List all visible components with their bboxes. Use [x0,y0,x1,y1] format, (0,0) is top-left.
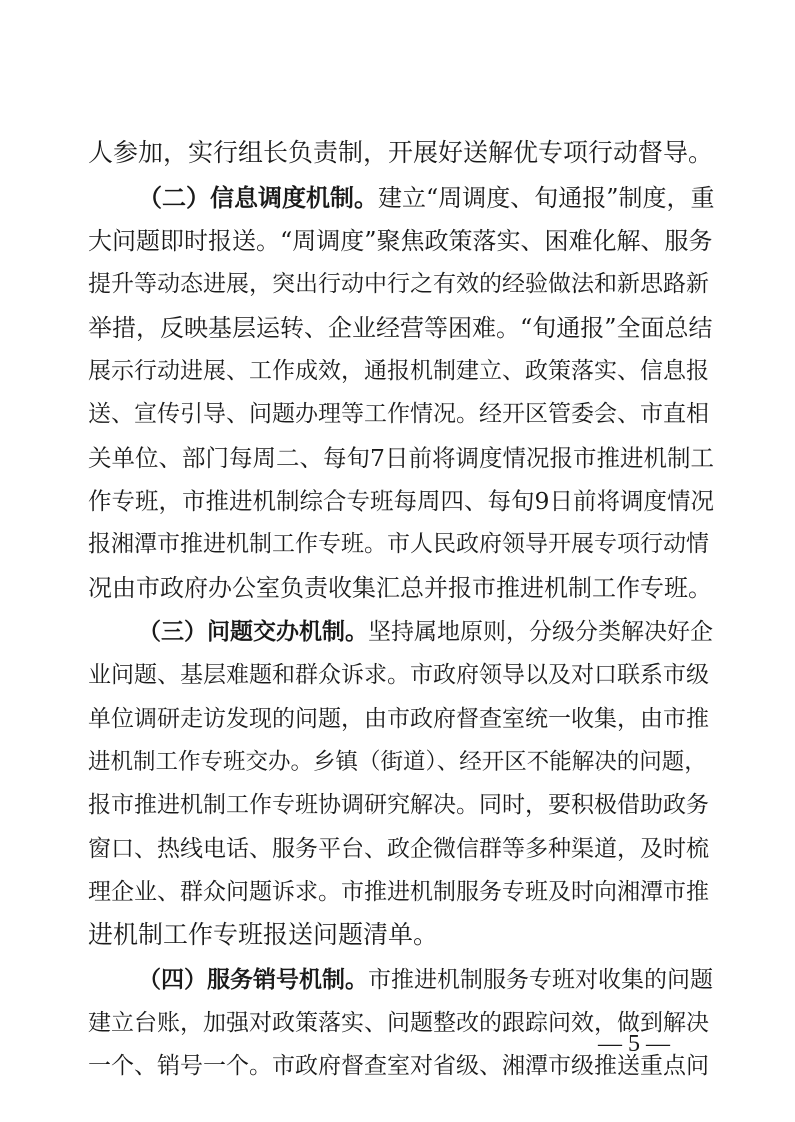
body-text: 坚持属地原则，分级分类解决好企 [368,619,713,645]
body-line [88,740,707,784]
body-line [88,306,713,350]
body-line [88,349,709,393]
section-heading: （三）问题交办机制。 [138,619,368,645]
body-line [88,262,709,306]
body-line [88,913,438,957]
body-text: 举措，反映基层运转、企业经营等困难。“旬通报”全面总结 [88,314,713,342]
body-text: 关单位、部门每周二、每旬7日前将调度情况报市推进机制工 [88,444,714,472]
body-line [88,436,714,480]
body-text: 送、宣传引导、问题办理等工作情况。经开区管委会、市直相 [88,401,709,427]
body-text: 展示行动进展、工作成效，通报机制建立、政策落实、信息报 [88,358,709,384]
body-text: 况由市政府办公室负责收集汇总并报市推进机制工作专班。 [88,574,712,602]
body-text: 市推进机制服务专班对收集的问题 [368,967,713,993]
section-heading-line [138,958,713,1002]
body-line [88,870,709,914]
body-text: 提升等动态进展，突出行动中行之有效的经验做法和新思路新 [88,271,709,297]
page-number: — 5 — [598,1031,670,1057]
body-text: 单位调研走访发现的问题，由市政府督查室统一收集，由市推 [88,706,709,732]
section-heading: （二）信息调度机制。 [138,184,378,212]
body-text: 报市推进机制工作专班协调研究解决。同时，要积极借助政务 [88,792,709,818]
body-text: 作专班，市推进机制综合专班每周四、每旬9日前将调度情况 [88,487,714,515]
body-text: 进机制工作专班交办。乡镇（街道）、经开区不能解决的问题， [88,749,707,775]
body-text: 一个、销号一个。市政府督查室对省级、湘潭市级推送重点问 [88,1053,709,1079]
section-heading-line [138,610,713,654]
body-line [88,131,713,175]
body-text: 窗口、热线电话、服务平台、政企微信群等多种渠道，及时梳 [88,836,709,862]
body-text: 报湘潭市推进机制工作专班。市人民政府领导开展专项行动情 [88,531,709,557]
body-text: 大问题即时报送。“周调度”聚焦政策落实、困难化解、服务 [88,227,713,255]
body-line [88,653,709,697]
body-line [88,219,713,263]
body-text: 业问题、基层难题和群众诉求。市政府领导以及对口联系市级 [88,662,709,688]
section-heading: （四）服务销号机制。 [138,967,368,993]
body-text: 人参加，实行组长负责制，开展好送解优专项行动督导。 [88,138,714,167]
body-line [88,697,709,741]
body-text: 进机制工作专班报送问题清单。 [88,920,439,949]
body-line [88,392,709,436]
body-line [88,566,712,610]
body-line [88,827,709,871]
body-line [88,783,709,827]
body-text: 理企业、群众问题诉求。市推进机制服务专班及时向湘潭市推 [88,879,709,905]
body-line [88,479,714,523]
section-heading-line [138,176,715,220]
body-line [88,522,709,566]
body-text: 建立台账，加强对政策落实、问题整改的跟踪问效，做到解决 [88,1010,709,1036]
body-text: 建立“周调度、旬通报”制度，重 [378,184,715,212]
